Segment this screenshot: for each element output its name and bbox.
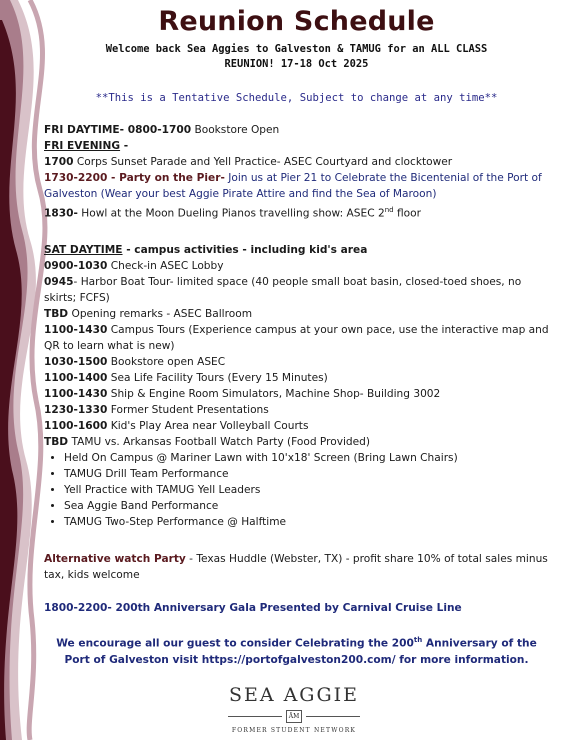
welcome-line-1: Welcome back Sea Aggies to Galveston & TAMUG for an ALL CLASS xyxy=(105,43,488,55)
footer-superscript: th xyxy=(413,636,423,644)
item-time: 1100-1400 xyxy=(44,372,108,384)
sat-item xyxy=(44,418,549,434)
item-time: 0900-1030 xyxy=(44,260,108,272)
item-text: Howl at the Moon Dueling Pianos travelling show: ASEC 2 xyxy=(77,207,385,220)
sat-item xyxy=(44,322,549,354)
welcome-line-2: REUNION! 17-18 Oct 2025 xyxy=(224,58,369,70)
fri-daytime-heading: FRI DAYTIME- 0800-1700 xyxy=(44,124,192,136)
list-item: • TAMUG Drill Team Performance xyxy=(64,466,549,482)
footer-text-tail[interactable]: Anniversary of the Port of Galveston visit https://portofgalveston200.com/ for more information. xyxy=(64,637,537,666)
item-text: Sea Life Facility Tours (Every 15 Minutes) xyxy=(107,372,328,384)
tentative-notice: **This is a Tentative Schedule, Subject to change at any time** xyxy=(95,92,498,104)
item-time: TBD xyxy=(44,308,69,320)
logo-divider xyxy=(194,706,394,725)
saturday-section xyxy=(44,242,549,530)
alternative-text: - Texas Huddle (Webster, TX) - profit share 10% of total sales minus tax, kids welcome xyxy=(44,553,548,581)
fri-daytime-line xyxy=(44,122,549,138)
sat-item xyxy=(44,354,549,370)
item-time: 0945 xyxy=(44,276,74,288)
item-text: TAMU vs. Arkansas Football Watch Party (Food Provided) xyxy=(68,436,371,448)
fri-evening-heading: FRI EVENING xyxy=(44,140,121,152)
item-text: Bookstore open ASEC xyxy=(107,356,226,368)
fri-item-party-on-pier xyxy=(44,170,549,202)
logo-title: SEA AGGIE xyxy=(228,684,360,706)
sat-heading-line xyxy=(44,242,549,258)
item-text: - Harbor Boat Tour- limited space (40 people small boat basin, closed-toed shoes, no skirts; FCFS) xyxy=(44,276,522,304)
item-time: 1730-2200 - Party on the Pier- xyxy=(44,172,225,184)
item-text: Check-in ASEC Lobby xyxy=(107,260,224,272)
alternative-heading: Alternative watch Party xyxy=(44,553,186,565)
fri-item-1700 xyxy=(44,154,549,170)
watch-party-bullets xyxy=(44,450,549,530)
item-time: 1100-1600 xyxy=(44,420,108,432)
item-time: 1100-1430 xyxy=(44,324,108,336)
item-superscript: nd xyxy=(384,206,394,214)
item-time: TBD xyxy=(44,436,69,448)
sat-item xyxy=(44,434,549,450)
item-time: 1230-1330 xyxy=(44,404,108,416)
item-text: Campus Tours (Experience campus at your own pace, use the interactive map and QR to learn what is new) xyxy=(44,324,549,352)
friday-section xyxy=(44,122,549,222)
item-text: Ship & Engine Room Simulators, Machine Shop- Building 3002 xyxy=(107,388,441,400)
fri-evening-dash: - xyxy=(120,140,129,152)
sea-aggie-logo xyxy=(194,684,394,734)
gala-line xyxy=(44,600,549,616)
fri-evening-line xyxy=(44,138,549,154)
sat-heading-rest: - campus activities - including kid's area xyxy=(122,244,368,256)
list-item: • Held On Campus @ Mariner Lawn with 10'x18' Screen (Bring Lawn Chairs) xyxy=(64,450,549,466)
sat-heading: SAT DAYTIME xyxy=(44,244,123,256)
sat-item xyxy=(44,370,549,386)
page-title: Reunion Schedule xyxy=(158,6,435,37)
sat-item xyxy=(44,258,549,274)
sat-item xyxy=(44,386,549,402)
gala-text: 1800-2200- 200th Anniversary Gala Presented by Carnival Cruise Line xyxy=(44,602,462,614)
footer-text: We encourage all our guest to consider Celebrating the 200 xyxy=(56,637,414,650)
item-time: 1700 xyxy=(44,156,74,168)
fri-daytime-text: Bookstore Open xyxy=(191,124,280,136)
alternative-watch-party xyxy=(44,551,549,583)
footer-message xyxy=(44,632,549,668)
item-text: Opening remarks - ASEC Ballroom xyxy=(68,308,253,320)
logo-subtitle: FORMER STUDENT NETWORK xyxy=(231,727,357,734)
item-text-tail: floor xyxy=(393,207,421,220)
item-text: Corps Sunset Parade and Yell Practice- ASEC Courtyard and clocktower xyxy=(73,156,453,168)
list-item: • Yell Practice with TAMUG Yell Leaders xyxy=(64,482,549,498)
welcome-message xyxy=(44,42,549,72)
tamu-seal-icon: ĀM xyxy=(286,710,302,723)
item-text: Kid's Play Area near Volleyball Courts xyxy=(107,420,309,432)
list-item: • Sea Aggie Band Performance xyxy=(64,498,549,514)
item-time: 1030-1500 xyxy=(44,356,108,368)
item-text: Join us at Pier 21 to Celebrate the Bicentenial of the Port of Galveston (Wear your best Aggie Pirate Attire and find the Sea of Maroon) xyxy=(44,172,542,200)
item-time: 1830- xyxy=(44,207,78,220)
sat-item xyxy=(44,274,549,306)
list-item: • TAMUG Two-Step Performance @ Halftime xyxy=(64,514,549,530)
sat-item xyxy=(44,402,549,418)
fri-item-1830 xyxy=(44,202,549,222)
item-text: Former Student Presentations xyxy=(107,404,269,416)
sat-item xyxy=(44,306,549,322)
item-time: 1100-1430 xyxy=(44,388,108,400)
